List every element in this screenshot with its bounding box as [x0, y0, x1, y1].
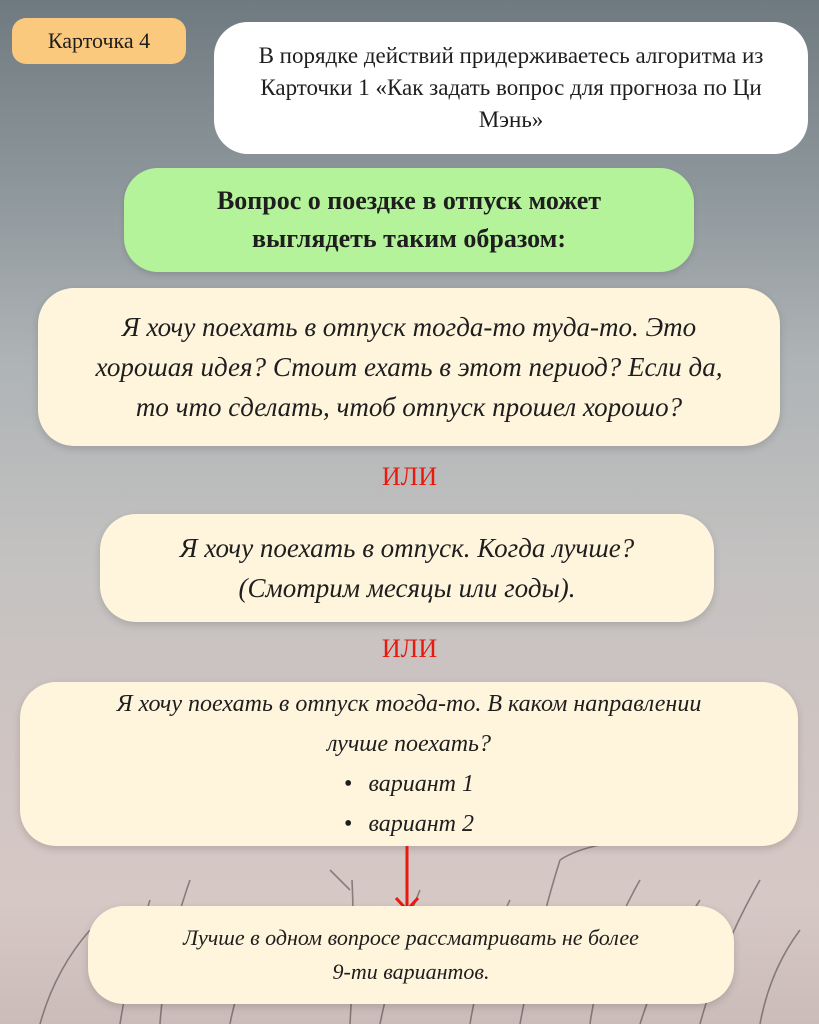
option-3-line-1: Я хочу поехать в отпуск тогда-то. В каком направлении [116, 691, 702, 717]
final-note-line-2: 9-ти вариантов. [332, 959, 490, 984]
card-label [12, 18, 186, 64]
heading-line-2: выглядеть таким образом: [251, 224, 567, 253]
option-3-bullet-list [344, 764, 474, 844]
option-2-line-1: Я хочу поехать в отпуск. Когда лучше? [179, 533, 635, 563]
option-1-line-1: Я хочу поехать в отпуск тогда-то туда-то. Это [121, 312, 697, 342]
heading-line-1: Вопрос о поездке в отпуск может [216, 186, 602, 215]
card-label-text: Карточка 4 [47, 28, 151, 53]
option-2-line-2: (Смотрим месяцы или годы). [238, 573, 576, 603]
separator-or-2: ИЛИ [381, 634, 438, 663]
option-1-line-3: то что сделать, чтоб отпуск прошел хорошо? [135, 392, 683, 422]
option-3-bubble [20, 682, 798, 846]
option-2-bubble [100, 514, 714, 622]
final-note-bubble [88, 906, 734, 1004]
intro-bubble [214, 22, 808, 154]
option-1-bubble [38, 288, 780, 446]
option-3-bullet-2: • вариант 2 [344, 804, 474, 844]
intro-text: В порядке действий придерживаетесь алгоритма из Карточки 1 «Как задать вопрос для прогноза по Ци Мэнь» [258, 43, 764, 132]
option-3-bullet-1: • вариант 1 [344, 764, 474, 804]
option-3-line-2: лучше поехать? [327, 731, 491, 757]
heading-bubble [124, 168, 694, 272]
option-1-line-2: хорошая идея? Стоит ехать в этот период? Если да, [95, 352, 723, 382]
final-note-line-1: Лучше в одном вопросе рассматривать не более [183, 925, 639, 950]
separator-or-1: ИЛИ [381, 462, 438, 491]
